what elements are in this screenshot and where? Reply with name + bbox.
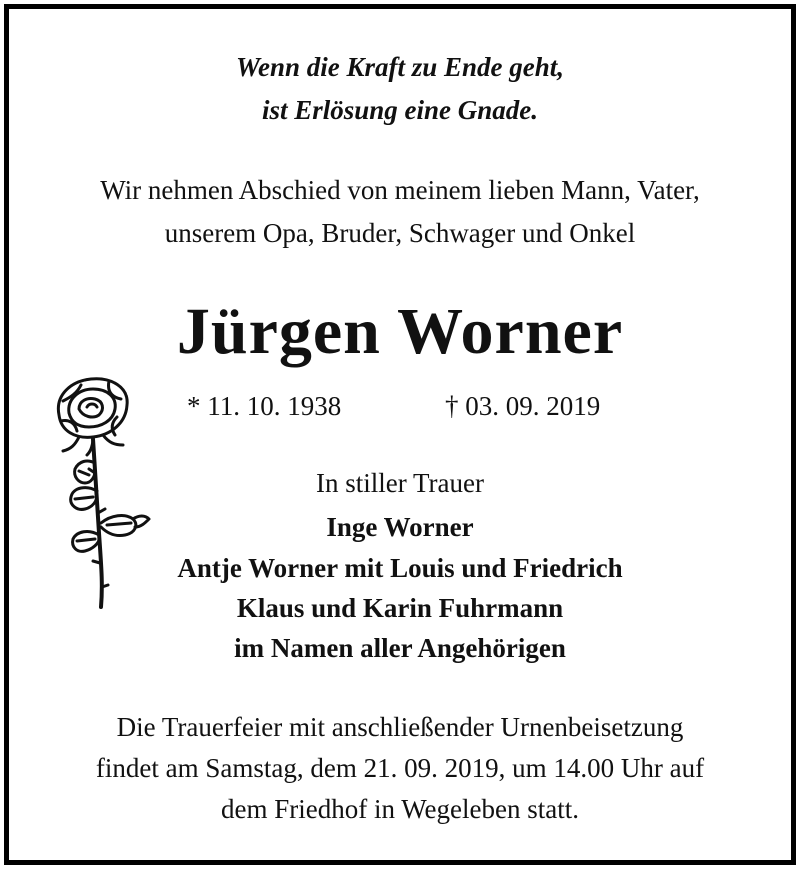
mourners-intro: In stiller Trauer (316, 468, 484, 498)
motto-line-2: ist Erlösung eine Gnade. (261, 95, 539, 125)
birth-date: * 11. 10. 1938 (187, 391, 342, 421)
obituary-frame (4, 4, 796, 865)
funeral-line-2: findet am Samstag, dem 21. 09. 2019, um 14.00 Uhr auf (95, 753, 705, 783)
mourner-name-1: Inge Worner (326, 512, 474, 542)
mourner-name-2: Antje Worner mit Louis und Friedrich (177, 553, 623, 583)
death-date: † 03. 09. 2019 (445, 391, 601, 421)
mourner-name-4: im Namen aller Angehörigen (234, 633, 566, 663)
funeral-line-1: Die Trauerfeier mit anschließender Urnenbeisetzung (116, 712, 684, 742)
deceased-name: Jürgen Worner (176, 295, 624, 368)
mourner-name-3: Klaus und Karin Fuhrmann (236, 593, 564, 623)
intro-line-1: Wir nehmen Abschied von meinem lieben Mann, Vater, (100, 175, 700, 205)
intro-line-2: unserem Opa, Bruder, Schwager und Onkel (164, 218, 636, 248)
motto-line-1: Wenn die Kraft zu Ende geht, (235, 52, 565, 82)
funeral-line-3: dem Friedhof in Wegeleben statt. (221, 794, 579, 824)
